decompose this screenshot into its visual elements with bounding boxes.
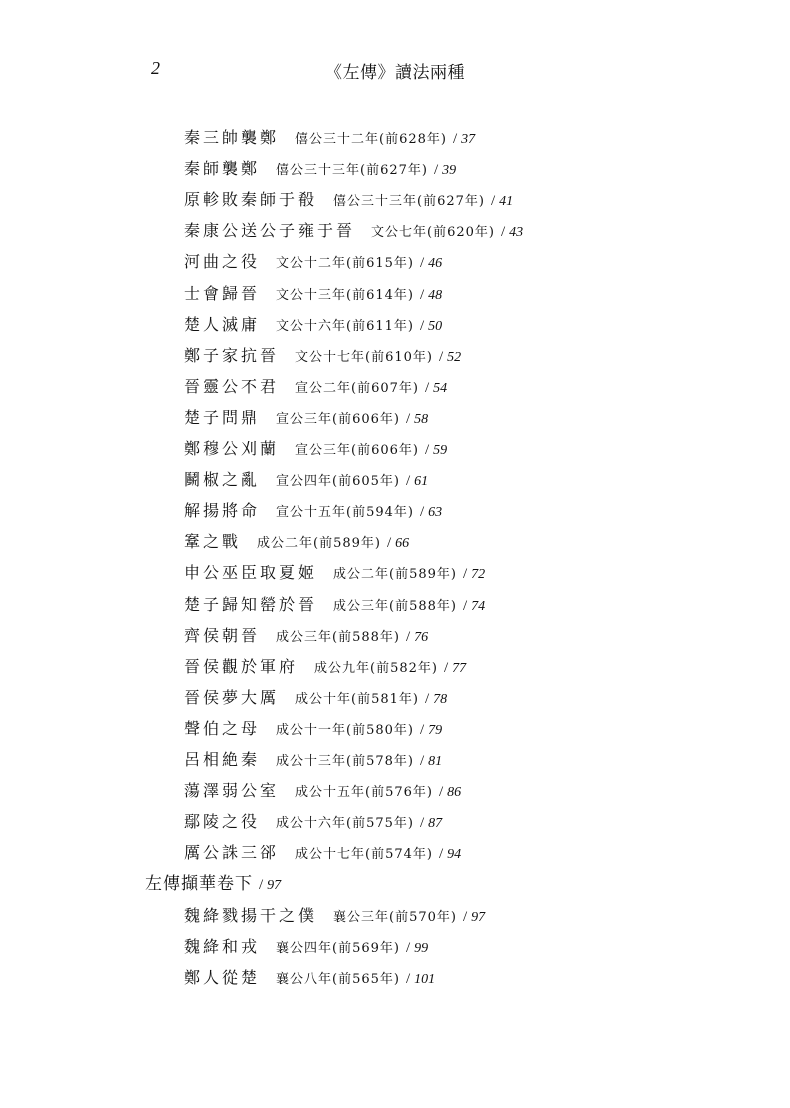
toc-page-number: 43 [509,225,524,241]
toc-page-number: 50 [428,318,443,334]
toc-entry [184,933,428,961]
toc-separator: / [405,473,411,490]
toc-date: 成公二年(前589年) [257,536,381,552]
toc-page-number: 48 [428,287,443,303]
toc-separator: / [259,877,264,894]
toc-date: 成公十五年(前576年) [295,785,433,801]
toc-title: 左傳擷華卷下 [145,874,253,895]
toc-title: 秦師襲鄭 [184,159,261,179]
toc-page-number: 78 [433,691,448,707]
toc-separator: / [419,504,425,521]
toc-title: 河曲之役 [184,252,261,272]
toc-page-number: 63 [428,505,443,521]
toc-entry [184,653,466,681]
toc-separator: / [419,286,425,303]
toc-entry [184,342,461,370]
toc-title: 魏絳戮揚干之僕 [184,905,318,925]
toc-separator: / [424,690,430,707]
toc-separator: / [405,410,411,427]
running-head: 《左傳》讀法兩種 [325,63,465,83]
toc-separator: / [419,255,425,272]
toc-title: 原軫敗秦師于殽 [184,190,318,210]
toc-title: 聲伯之母 [184,718,261,738]
toc-entry [184,435,447,463]
toc-entry [184,217,523,245]
toc-page-number: 86 [447,785,462,801]
toc-title: 晉侯觀於軍府 [184,656,299,676]
toc-date: 宣公三年(前606年) [295,443,419,458]
toc-page-number: 72 [471,567,486,583]
toc-title: 士會歸晉 [184,283,261,303]
toc-entry [184,155,456,183]
toc-title: 鬭椒之亂 [184,470,261,490]
toc-separator: / [405,970,411,987]
toc-date: 成公十六年(前575年) [276,816,414,832]
toc-separator: / [419,815,425,832]
toc-separator: / [462,566,468,583]
toc-entry [184,186,513,214]
toc-entry [184,591,485,619]
toc-separator: / [419,317,425,334]
toc-page-number: 74 [471,598,486,614]
toc-page-number: 101 [414,971,436,987]
toc-title: 秦三帥襲鄭 [184,128,280,147]
toc-date: 宣公三年(前606年) [276,411,400,427]
toc-date: 成公九年(前582年) [314,660,438,676]
toc-entry [184,404,428,432]
toc-entry [184,559,485,587]
toc-title: 鄭子家抗晉 [184,345,280,365]
toc-date: 文公十六年(前611年) [276,318,414,334]
toc-title: 晉侯夢大厲 [184,687,280,707]
toc-page-number: 81 [428,754,443,769]
toc-title: 楚人滅庸 [184,314,261,334]
toc-page-number: 39 [442,163,457,179]
toc-date: 襄公八年(前565年) [276,971,400,987]
toc-title: 楚子歸知罃於晉 [184,594,318,614]
toc-entry [184,528,409,556]
page-number: 2 [151,58,160,78]
toc-title: 晉靈公不君 [184,376,280,396]
toc-title: 解揚將命 [184,501,261,521]
toc-page-number: 54 [433,380,448,396]
toc-entry [184,280,442,308]
toc-entry [184,124,475,152]
toc-date: 襄公三年(前570年) [333,909,457,925]
toc-separator: / [443,659,449,676]
toc-separator: / [490,193,496,210]
toc-title: 呂相絶秦 [184,750,261,769]
toc-date: 成公二年(前589年) [333,567,457,583]
toc-date: 成公十一年(前580年) [276,722,414,738]
toc-page-number: 79 [428,722,443,738]
toc-title: 楚子問鼎 [184,407,261,427]
toc-date: 襄公四年(前569年) [276,940,400,956]
toc-entry [184,964,435,992]
toc-entry [184,746,442,774]
toc-separator: / [462,597,468,614]
toc-separator: / [419,721,425,738]
toc-date: 僖公三十三年(前627年) [276,163,428,179]
toc-title: 厲公誅三郤 [184,843,280,863]
toc-separator: / [405,628,411,645]
toc-date: 宣公二年(前607年) [295,380,419,396]
toc-title: 魏絳和戎 [184,936,261,956]
toc-page-number: 41 [499,194,514,210]
toc-date: 文公七年(前620年) [371,225,495,241]
toc-date: 僖公三十二年(前628年) [295,132,447,147]
toc-page-number: 97 [267,878,282,894]
toc-page-number: 77 [452,660,467,676]
toc-entry [184,497,442,525]
toc-separator: / [500,224,506,241]
toc-entry [184,902,485,930]
toc-date: 成公三年(前588年) [276,629,400,645]
toc-date: 文公十七年(前610年) [295,349,433,365]
toc-entry [184,839,461,867]
toc-title: 申公巫臣取夏姬 [184,563,318,583]
toc-separator: / [424,379,430,396]
toc-entry [184,373,447,401]
toc-entry [184,466,428,494]
toc-entry [184,808,442,836]
toc-page-number: 59 [433,443,448,458]
toc-entry [184,715,442,743]
toc-date: 成公十三年(前578年) [276,754,414,769]
toc-page-number: 97 [471,909,486,925]
toc-title: 齊侯朝晉 [184,625,261,645]
toc-separator: / [438,846,444,863]
toc-page-number: 99 [414,940,429,956]
toc-page-number: 94 [447,847,462,863]
toc-date: 文公十二年(前615年) [276,256,414,272]
toc-date: 文公十三年(前614年) [276,287,414,303]
toc-date: 宣公十五年(前594年) [276,505,414,521]
toc-separator: / [452,131,458,147]
toc-title: 鞌之戰 [184,532,242,552]
toc-separator: / [386,535,392,552]
toc-page-number: 61 [414,474,429,490]
toc-title: 鄢陵之役 [184,812,261,832]
toc-title: 蕩澤弱公室 [184,781,280,801]
toc-entry [184,777,461,805]
toc-separator: / [405,939,411,956]
toc-title: 鄭穆公刈蘭 [184,439,280,458]
toc-page-number: 58 [414,411,429,427]
toc-entry [184,311,442,339]
toc-date: 成公十七年(前574年) [295,847,433,863]
toc-separator: / [419,753,425,769]
toc-section-heading [145,870,281,898]
toc-entry [184,248,442,276]
toc-entry [184,684,447,712]
toc-date: 宣公四年(前605年) [276,474,400,490]
toc-title: 鄭人從楚 [184,967,261,987]
toc-entry [184,622,428,650]
toc-separator: / [438,348,444,365]
toc-page-number: 87 [428,816,443,832]
toc-page-number: 52 [447,349,462,365]
toc-page-number: 46 [428,256,443,272]
toc-date: 成公三年(前588年) [333,598,457,614]
toc-title: 秦康公送公子雍于晉 [184,221,356,241]
toc-page-number: 37 [461,132,476,147]
toc-page-number: 76 [414,629,429,645]
toc-separator: / [462,908,468,925]
toc-page-number: 66 [395,536,410,552]
toc-date: 成公十年(前581年) [295,691,419,707]
toc-separator: / [438,784,444,801]
toc-separator: / [433,162,439,179]
toc-date: 僖公三十三年(前627年) [333,194,485,210]
toc-separator: / [424,442,430,458]
